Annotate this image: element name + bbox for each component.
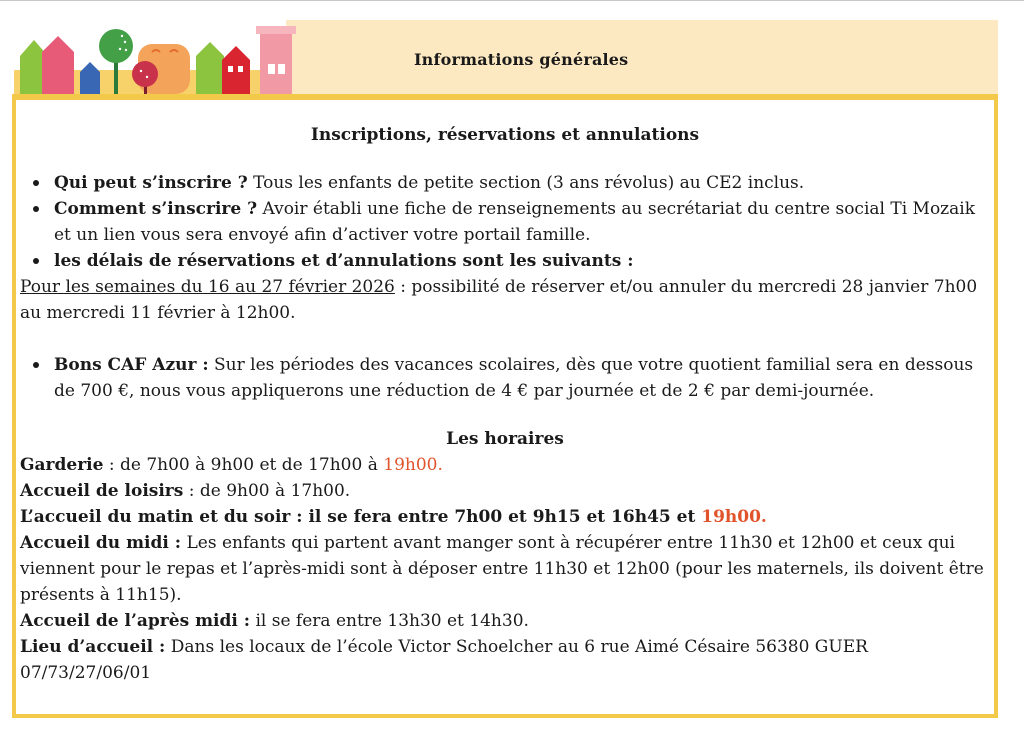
tree-red-icon (132, 61, 158, 87)
apres-midi-line (20, 608, 990, 634)
garderie-text: : de 7h00 à 9h00 et de 17h00 à (103, 455, 384, 475)
list-item (20, 196, 990, 248)
caf-list (20, 352, 990, 404)
garderie-highlight: 19h00. (383, 455, 443, 475)
house-blue (80, 62, 100, 94)
house-pink (42, 36, 74, 94)
bullet-label: Bons CAF Azur : (54, 355, 209, 375)
garderie-line (20, 452, 990, 478)
bullet-label: les délais de réservations et d’annulations sont les suivants : (54, 251, 634, 271)
house-red (222, 46, 250, 94)
lieu-label: Lieu d’accueil : (20, 637, 166, 657)
lieu-line (20, 634, 990, 686)
loisirs-label: Accueil de loisirs (20, 481, 184, 501)
midi-line (20, 530, 990, 608)
bullet-text: Tous les enfants de petite section (3 ans révolus) au CE2 inclus. (247, 173, 805, 193)
matin-soir-line (20, 504, 990, 530)
top-border (0, 0, 1024, 1)
section-title-horaires: Les horaires (446, 429, 564, 449)
bullet-label: Qui peut s’inscrire ? (54, 173, 248, 193)
tree-green-icon (99, 29, 133, 63)
apres-midi-label: Accueil de l’après midi : (20, 611, 251, 631)
period-text: : possibilité de réserver et/ou annuler du mercredi 28 janvier 7h00 au mercredi 11 février à 12h00. (20, 277, 978, 323)
midi-label: Accueil du midi : (20, 533, 182, 553)
house-green-2 (196, 42, 224, 94)
period-underline: Pour les semaines du 16 au 27 février 2026 (20, 277, 395, 297)
garderie-label: Garderie (20, 455, 104, 475)
apres-midi-text: il se fera entre 13h30 et 14h30. (250, 611, 529, 631)
content (20, 122, 990, 686)
loisirs-text: : de 9h00 à 17h00. (183, 481, 351, 501)
matin-soir-label: L’accueil du matin et du soir : il se fera entre 7h00 et 9h15 et 16h45 et (20, 507, 702, 527)
bullet-label: Comment s’inscrire ? (54, 199, 258, 219)
bullet-text: Sur les périodes des vacances scolaires, dès que votre quotient familial sera en dessous de 700 €, nous vous appliquerons une réduction de 4 € par journée et de 2 € par demi-journée. (54, 355, 974, 401)
bullet-text: Avoir établi une fiche de renseignements au secrétariat du centre social Ti Mozaik et un lien vous sera envoyé afin d’activer votre portail famille. (54, 199, 976, 245)
village-illustration (14, 22, 304, 98)
lieu-text: Dans les locaux de l’école Victor Schoelcher au 6 rue Aimé Césaire 56380 GUER 07/73/27/06/01 (20, 637, 868, 683)
inscriptions-list (20, 170, 990, 274)
list-item (20, 170, 990, 196)
header-banner (286, 20, 998, 96)
tree-trunk (114, 62, 118, 94)
matin-soir-highlight: 19h00. (701, 507, 767, 527)
midi-text: Les enfants qui partent avant manger sont à récupérer entre 11h30 et 12h00 et ceux qui viennent pour le repas et l’après-midi sont à déposer entre 11h30 et 12h00 (pour les maternels, ils doivent être présents à 11h15). (20, 533, 984, 605)
list-item (20, 352, 990, 404)
period-paragraph (20, 274, 990, 326)
loisirs-line (20, 478, 990, 504)
house-pink-tower (260, 30, 292, 94)
list-item (20, 248, 990, 274)
section-title-inscriptions: Inscriptions, réservations et annulations (310, 125, 700, 145)
header-title: Informations générales (414, 50, 629, 69)
